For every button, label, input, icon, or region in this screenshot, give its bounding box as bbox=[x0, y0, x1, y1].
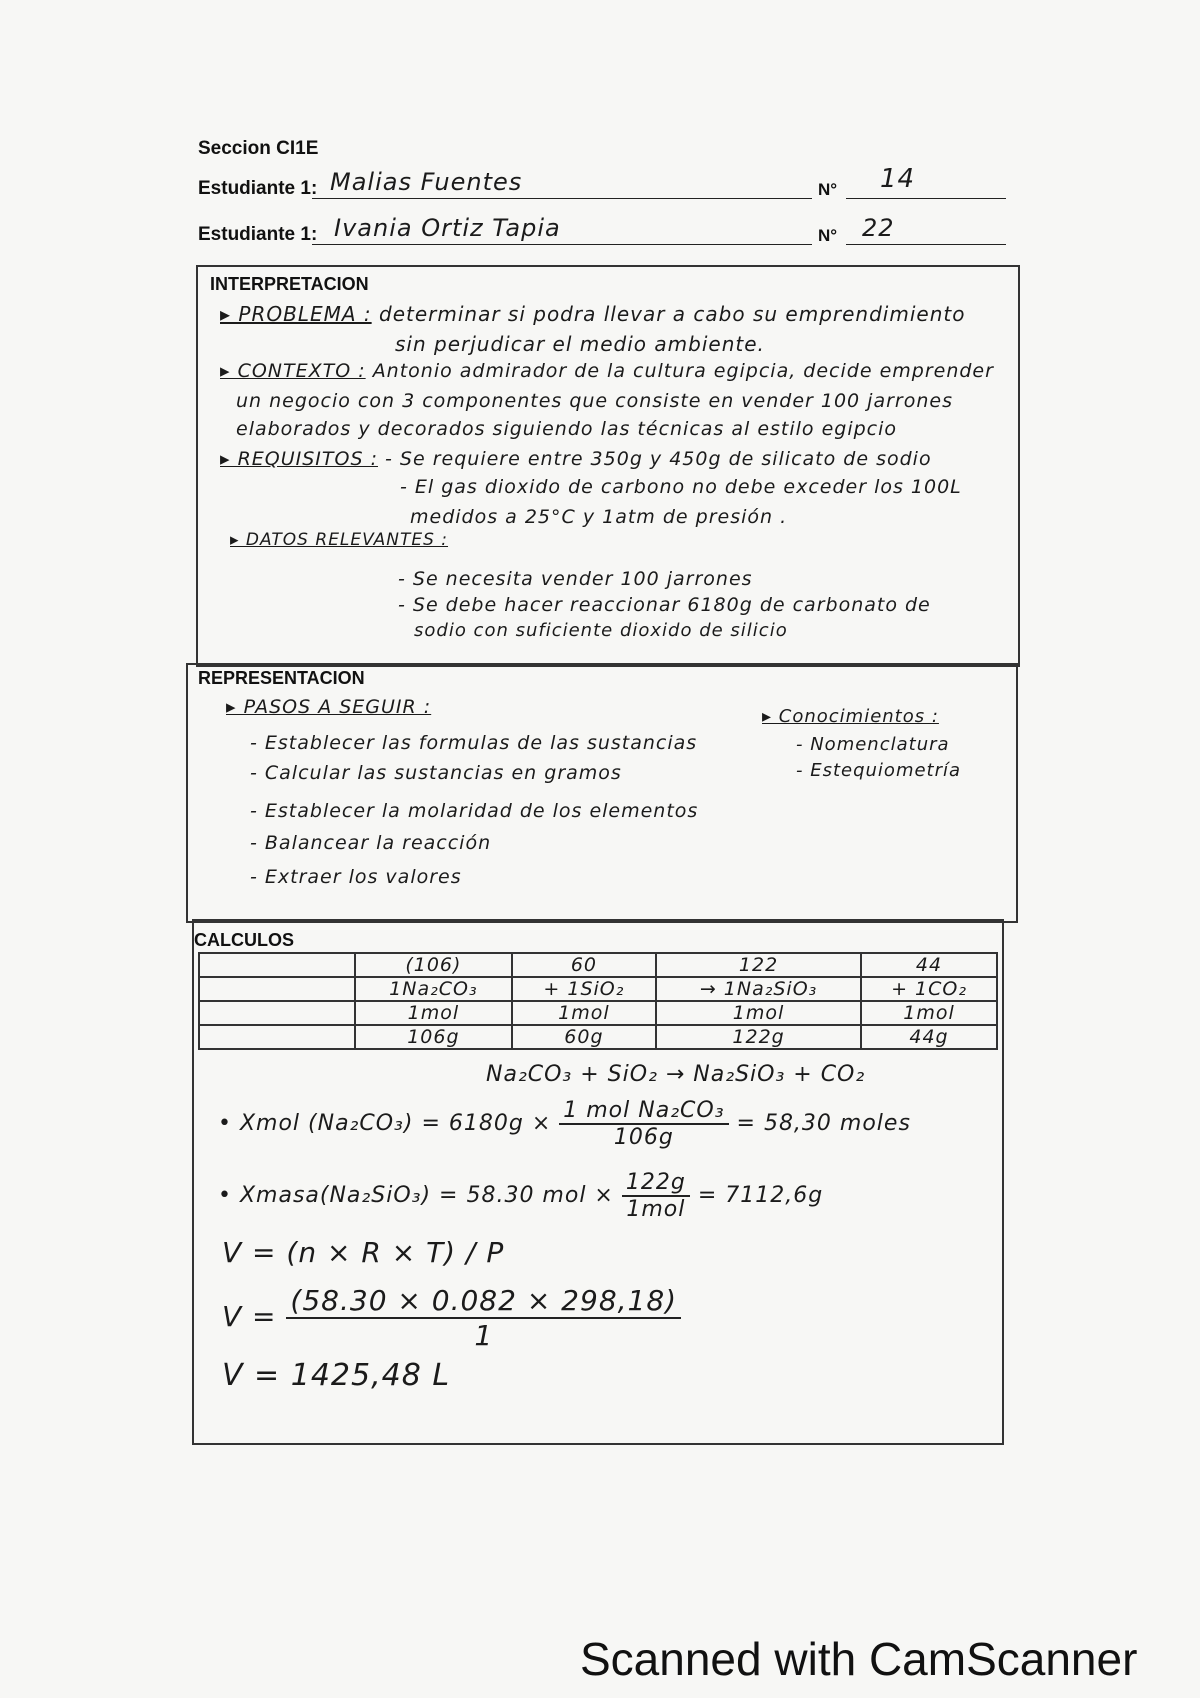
student-2-number: 22 bbox=[862, 214, 895, 242]
problema-line-1 bbox=[220, 302, 965, 326]
problema-text-2: sin perjudicar el medio ambiente. bbox=[395, 332, 765, 356]
table-cell: + 1CO₂ bbox=[861, 977, 997, 1001]
camscanner-watermark: Scanned with CamScanner bbox=[580, 1633, 1138, 1685]
volume-substitution bbox=[222, 1284, 681, 1352]
paso-4: - Balancear la reacción bbox=[250, 832, 492, 854]
table-cell bbox=[199, 977, 355, 1001]
conocimiento-1: - Nomenclatura bbox=[796, 734, 950, 755]
calc-masa-numerator: 122g bbox=[622, 1170, 690, 1197]
calc-mol-left: • Xmol (Na₂CO₃) = 6180g × bbox=[218, 1111, 552, 1136]
calc-masa-line bbox=[218, 1170, 823, 1222]
student-1-no-underline bbox=[846, 198, 1006, 199]
requisitos-label: ▸ REQUISITOS : bbox=[220, 448, 378, 470]
table-cell: + 1SiO₂ bbox=[512, 977, 656, 1001]
requisitos-text-1: - Se requiere entre 350g y 450g de silicato de sodio bbox=[385, 448, 932, 470]
paso-5: - Extraer los valores bbox=[250, 866, 462, 888]
paso-1: - Establecer las formulas de las sustancias bbox=[250, 732, 698, 754]
table-cell bbox=[199, 1025, 355, 1049]
conocimiento-2: - Estequiometría bbox=[796, 760, 962, 781]
calc-masa-denominator: 1mol bbox=[626, 1197, 686, 1222]
student-1-row bbox=[198, 178, 317, 200]
student-1-label: Estudiante 1: bbox=[198, 178, 318, 199]
table-cell: 44g bbox=[861, 1025, 997, 1049]
table-cell: 60g bbox=[512, 1025, 656, 1049]
volume-denominator: 1 bbox=[474, 1319, 494, 1352]
problema-label: ▸ PROBLEMA : bbox=[220, 302, 372, 326]
table-cell: 44 bbox=[861, 953, 997, 977]
student-1-name: Malias Fuentes bbox=[330, 168, 523, 196]
table-cell: 60 bbox=[512, 953, 656, 977]
table-cell: 1mol bbox=[512, 1001, 656, 1025]
volume-formula: V = (n × R × T) / P bbox=[222, 1236, 505, 1269]
calc-mol-numerator: 1 mol Na₂CO₃ bbox=[559, 1098, 728, 1125]
student-2-underline bbox=[312, 244, 812, 245]
datos-text-3: sodio con suficiente dioxido de silicio bbox=[414, 620, 788, 641]
table-cell: 122 bbox=[656, 953, 861, 977]
calc-mol-denominator: 106g bbox=[613, 1125, 674, 1150]
contexto-text-3: elaborados y decorados siguiendo las técnicas al estilo egipcio bbox=[236, 418, 898, 440]
table-row bbox=[199, 953, 997, 977]
volume-sub-label: V = bbox=[222, 1300, 277, 1333]
table-cell: (106) bbox=[355, 953, 512, 977]
table-row bbox=[199, 977, 997, 1001]
paso-3: - Establecer la molaridad de los elementos bbox=[250, 800, 699, 822]
student-2-name: Ivania Ortiz Tapia bbox=[334, 214, 561, 242]
table-row bbox=[199, 1001, 997, 1025]
calc-masa-fraction bbox=[622, 1170, 690, 1222]
requisitos-line-1 bbox=[220, 448, 932, 470]
calc-masa-left: • Xmasa(Na₂SiO₃) = 58.30 mol × bbox=[218, 1183, 614, 1208]
section-label: Seccion CI1E bbox=[198, 138, 319, 159]
datos-text-1: - Se necesita vender 100 jarrones bbox=[398, 568, 753, 590]
problema-text-1: determinar si podra llevar a cabo su emprendimiento bbox=[379, 302, 966, 326]
pasos-label: ▸ PASOS A SEGUIR : bbox=[226, 696, 432, 718]
table-cell bbox=[199, 1001, 355, 1025]
volume-result: V = 1425,48 L bbox=[222, 1358, 451, 1393]
table-cell: 1mol bbox=[355, 1001, 512, 1025]
stoichiometry-table bbox=[198, 952, 998, 1050]
volume-fraction bbox=[286, 1284, 681, 1352]
student-1-underline bbox=[312, 198, 812, 199]
calculos-title: CALCULOS bbox=[194, 930, 294, 950]
calc-masa-right: = 7112,6g bbox=[697, 1183, 824, 1208]
volume-numerator: (58.30 × 0.082 × 298,18) bbox=[286, 1284, 681, 1319]
student-1-number: 14 bbox=[880, 164, 916, 194]
calc-mol-fraction bbox=[559, 1098, 728, 1150]
table-cell: 1Na₂CO₃ bbox=[355, 977, 512, 1001]
student-2-no-label: N° bbox=[818, 226, 838, 245]
student-1-no-label: N° bbox=[818, 180, 838, 199]
table-row bbox=[199, 1025, 997, 1049]
contexto-line-1 bbox=[220, 360, 994, 382]
table-cell: → 1Na₂SiO₃ bbox=[656, 977, 861, 1001]
student-2-row bbox=[198, 224, 317, 246]
interpretacion-title: INTERPRETACION bbox=[210, 274, 369, 294]
contexto-text-1: Antonio admirador de la cultura egipcia, decide emprender bbox=[372, 360, 994, 382]
student-2-label: Estudiante 1: bbox=[198, 224, 318, 245]
datos-label: ▸ DATOS RELEVANTES : bbox=[230, 530, 449, 550]
student-2-no-underline bbox=[846, 244, 1006, 245]
table-cell: 1mol bbox=[861, 1001, 997, 1025]
paso-2: - Calcular las sustancias en gramos bbox=[250, 762, 622, 784]
table-cell bbox=[199, 953, 355, 977]
conocimientos-label: ▸ Conocimientos : bbox=[762, 706, 939, 727]
representacion-title: REPRESENTACION bbox=[198, 668, 365, 688]
calc-mol-right: = 58,30 moles bbox=[736, 1111, 911, 1136]
datos-text-2: - Se debe hacer reaccionar 6180g de carbonato de bbox=[398, 594, 931, 616]
requisitos-text-2: - El gas dioxido de carbono no debe exceder los 100L bbox=[400, 476, 962, 498]
requisitos-text-3: medidos a 25°C y 1atm de presión . bbox=[410, 506, 788, 528]
contexto-text-2: un negocio con 3 componentes que consiste en vender 100 jarrones bbox=[236, 390, 953, 412]
calc-mol-line bbox=[218, 1098, 911, 1150]
table-cell: 106g bbox=[355, 1025, 512, 1049]
table-cell: 1mol bbox=[656, 1001, 861, 1025]
table-cell: 122g bbox=[656, 1025, 861, 1049]
balanced-equation: Na₂CO₃ + SiO₂ → Na₂SiO₃ + CO₂ bbox=[486, 1062, 866, 1087]
contexto-label: ▸ CONTEXTO : bbox=[220, 360, 366, 382]
